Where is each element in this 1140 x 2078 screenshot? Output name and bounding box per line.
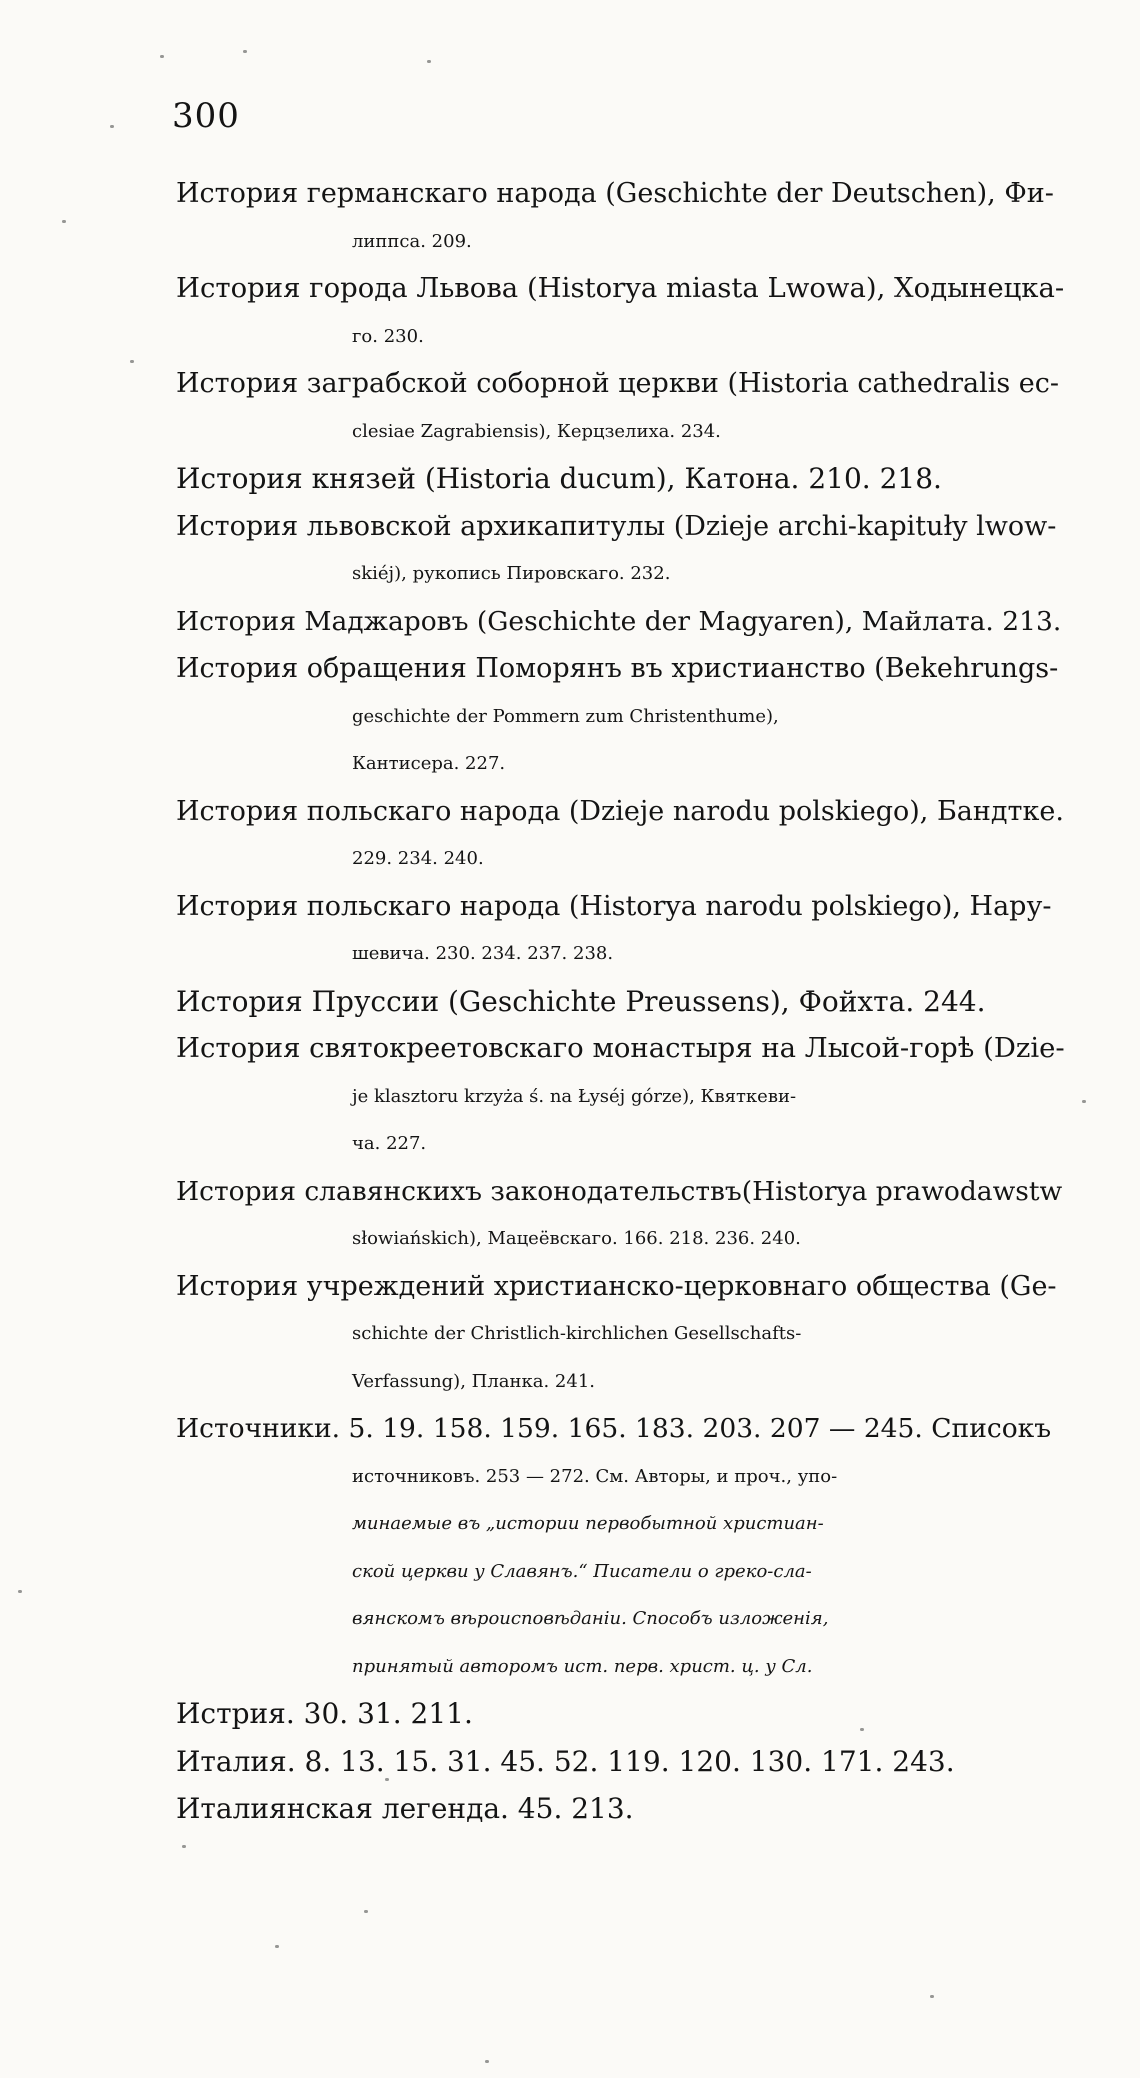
scan-speck <box>930 1995 934 1998</box>
scan-speck <box>62 220 66 223</box>
index-entry <box>176 1025 1066 1168</box>
entry-continuation-line: принятый авторомъ ист. перв. христ. ц. у Сл. <box>352 1655 813 1677</box>
scan-speck <box>485 2060 489 2063</box>
entry-line: История славянскихъ законодательствъ(Historya prawodawstw <box>176 1175 1063 1207</box>
index-entry <box>176 598 1066 646</box>
index-entry <box>176 265 1066 360</box>
index-entry <box>176 1405 1066 1690</box>
entry-continuation-line: го. 230. <box>352 325 424 347</box>
index-entry <box>176 455 1066 503</box>
scan-speck <box>860 1728 864 1731</box>
entry-continuation-line: skiéj), рукопись Пировскаго. 232. <box>352 563 671 584</box>
entry-continuation-line: je klasztoru krzyża ś. na Łyséj górze), Квяткеви- <box>352 1085 797 1107</box>
entry-line: История Маджаровъ (Geschichte der Magyaren), Майлата. 213. <box>176 605 1062 637</box>
scan-speck <box>385 1778 389 1781</box>
entry-line: История обращения Поморянъ въ христианство (Bekehrungs- <box>176 653 1059 684</box>
entry-continuation-line: ча. 227. <box>352 1133 427 1154</box>
entry-line: История львовской архикапитулы (Dzieje archi-kapituły lwow- <box>176 510 1057 542</box>
entry-line: История германскаго народа (Geschichte der Deutschen), Фи- <box>176 178 1054 209</box>
entry-continuation-line: источниковъ. 253 — 272. См. Авторы, и проч., упо- <box>352 1465 838 1487</box>
entry-line: История Пруссии (Geschichte Preussens), Фойхта. 244. <box>176 984 986 1018</box>
scan-speck <box>427 60 431 63</box>
index-entry <box>176 360 1066 455</box>
index-entry <box>176 883 1066 978</box>
entry-continuation-line: липпса. 209. <box>352 230 472 252</box>
scan-speck <box>275 1945 279 1948</box>
entry-line: Италиянская легенда. 45. 213. <box>176 1792 634 1825</box>
entry-continuation-line: słowiańskich), Мацеёвскаго. 166. 218. 236. 240. <box>352 1228 801 1249</box>
entry-line: История польскаго народа (Dzieje narodu polskiego), Бандтке. <box>176 795 1064 827</box>
entry-continuation-line: Verfassung), Планка. 241. <box>352 1370 596 1392</box>
entry-line: Источники. 5. 19. 158. 159. 165. 183. 203. 207 — 245. Списокъ <box>176 1413 1052 1444</box>
page-number: 300 <box>172 96 240 136</box>
entry-line: История князей (Historia ducum), Катона. 210. 218. <box>176 462 942 495</box>
scan-speck <box>18 1590 22 1593</box>
scan-speck <box>110 125 114 128</box>
entry-continuation-line: clesiae Zagrabiensis), Керцзелиха. 234. <box>352 420 721 442</box>
entry-continuation-line: вянскомъ вѣроисповѣданіи. Способъ изложенія, <box>352 1608 829 1629</box>
entry-line: История города Львова (Historya miasta Lwowa), Ходынецка- <box>176 272 1065 304</box>
entry-continuation-line: ской церкви у Славянъ.“ Писатели о греко-сла- <box>352 1560 812 1582</box>
index-list <box>0 170 1140 1833</box>
entry-line: История заграбской соборной церкви (Historia cathedralis ec- <box>176 368 1060 399</box>
index-entry <box>176 788 1066 883</box>
entry-line: История учреждений христианско-церковнаго общества (Ge- <box>176 1270 1057 1302</box>
scan-speck <box>1082 1100 1086 1103</box>
entry-continuation-line: Кантисера. 227. <box>352 753 506 774</box>
index-entry <box>176 645 1066 788</box>
index-entry <box>176 1785 1066 1833</box>
scan-speck <box>182 1845 186 1848</box>
scan-speck <box>364 1910 368 1913</box>
index-entry <box>176 1690 1066 1738</box>
entry-line: Истрия. 30. 31. 211. <box>176 1697 473 1730</box>
index-entry <box>176 503 1066 598</box>
entry-continuation-line: минаемые въ „истории первобытной христиан- <box>352 1513 824 1534</box>
index-entry <box>176 978 1066 1026</box>
entry-line: История святокреетовскаго монастыря на Лысой-горѣ (Dzie- <box>176 1032 1065 1064</box>
entry-continuation-line: 229. 234. 240. <box>352 848 484 869</box>
index-entry <box>176 170 1066 265</box>
entry-continuation-line: шевича. 230. 234. 237. 238. <box>352 943 614 964</box>
index-entry <box>176 1738 1066 1786</box>
entry-continuation-line: geschichte der Pommern zum Christenthume), <box>352 705 779 727</box>
entry-line: История польскаго народа (Historya narodu polskiego), Нару- <box>176 890 1052 922</box>
scan-speck <box>130 360 134 363</box>
entry-line: Италия. 8. 13. 15. 31. 45. 52. 119. 120. 130. 171. 243. <box>176 1744 955 1778</box>
entry-continuation-line: schichte der Christlich-kirchlichen Gesellschafts- <box>352 1323 802 1344</box>
scan-speck <box>243 50 247 53</box>
scan-speck <box>160 55 164 58</box>
index-entry <box>176 1263 1066 1406</box>
index-entry <box>176 1168 1066 1263</box>
